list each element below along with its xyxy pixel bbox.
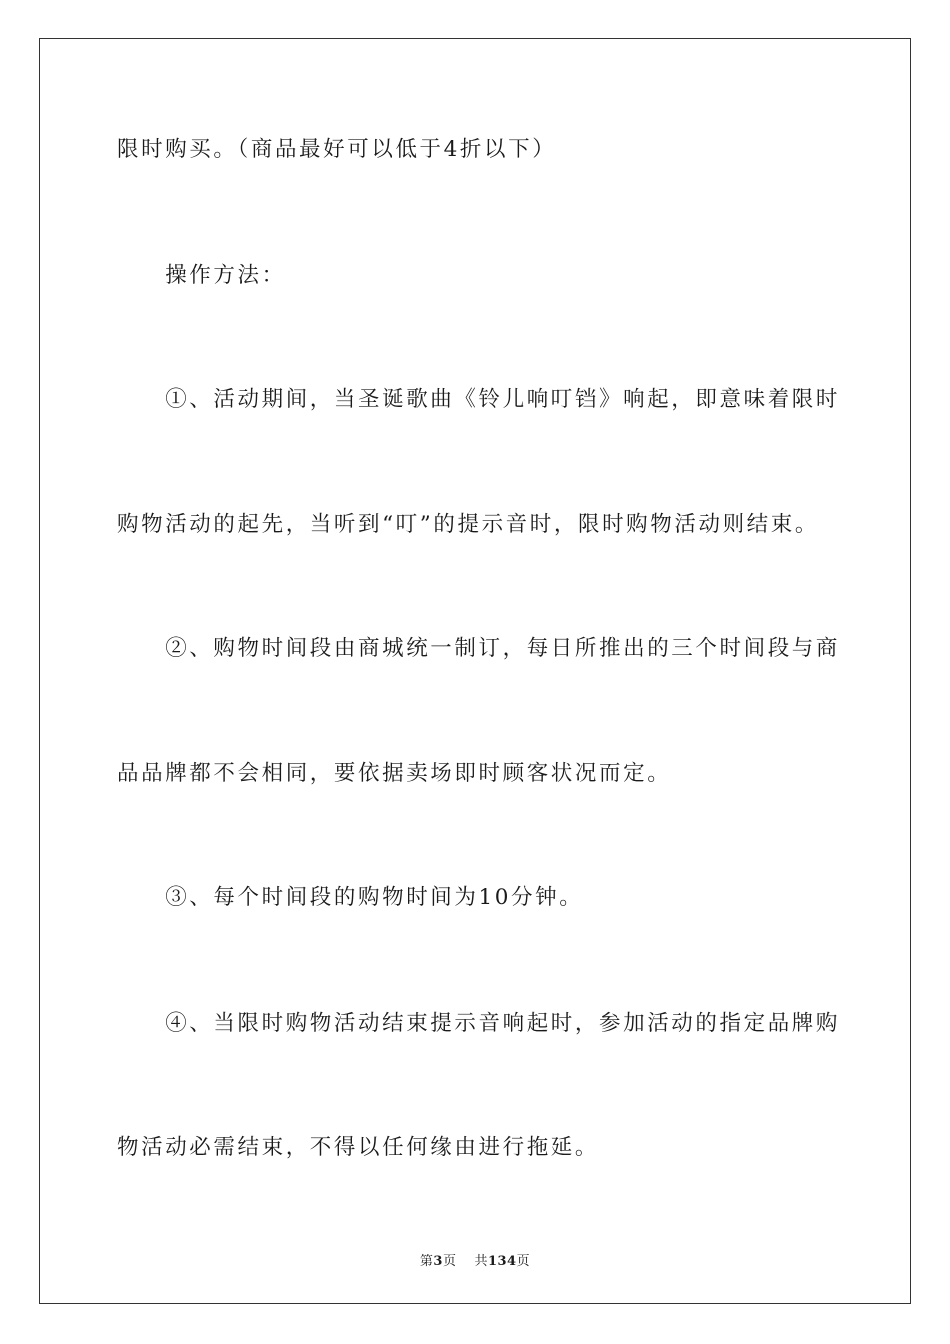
page-border [39, 38, 911, 1304]
page-number: 3 [433, 1254, 443, 1269]
page-footer [0, 1250, 950, 1269]
page-suffix: 页 [442, 1254, 457, 1269]
total-prefix: 共 [474, 1254, 488, 1269]
text-line-2: 操作方法： [117, 263, 286, 288]
text-line-1: 限时购买。（商品最好可以低于4折以下） [117, 137, 557, 162]
text-line-6: 品品牌都不会相同，要依据卖场即时顾客状况而定。 [117, 761, 672, 786]
text-line-5: ②、购物时间段由商城统一制订，每日所推出的三个时间段与商 [117, 636, 841, 661]
text-line-8: ④、当限时购物活动结束提示音响起时，参加活动的指定品牌购 [117, 1011, 841, 1036]
text-line-7: ③、每个时间段的购物时间为10分钟。 [117, 885, 584, 910]
page-prefix: 第 [419, 1254, 434, 1269]
total-pages: 134 [487, 1254, 517, 1269]
text-line-9: 物活动必需结束，不得以任何缘由进行拖延。 [117, 1135, 600, 1160]
total-suffix: 页 [516, 1254, 531, 1269]
text-line-3: ①、活动期间，当圣诞歌曲《铃儿响叮铛》响起，即意味着限时 [117, 387, 841, 412]
text-line-4: 购物活动的起先，当听到“叮”的提示音时，限时购物活动则结束。 [117, 512, 819, 537]
